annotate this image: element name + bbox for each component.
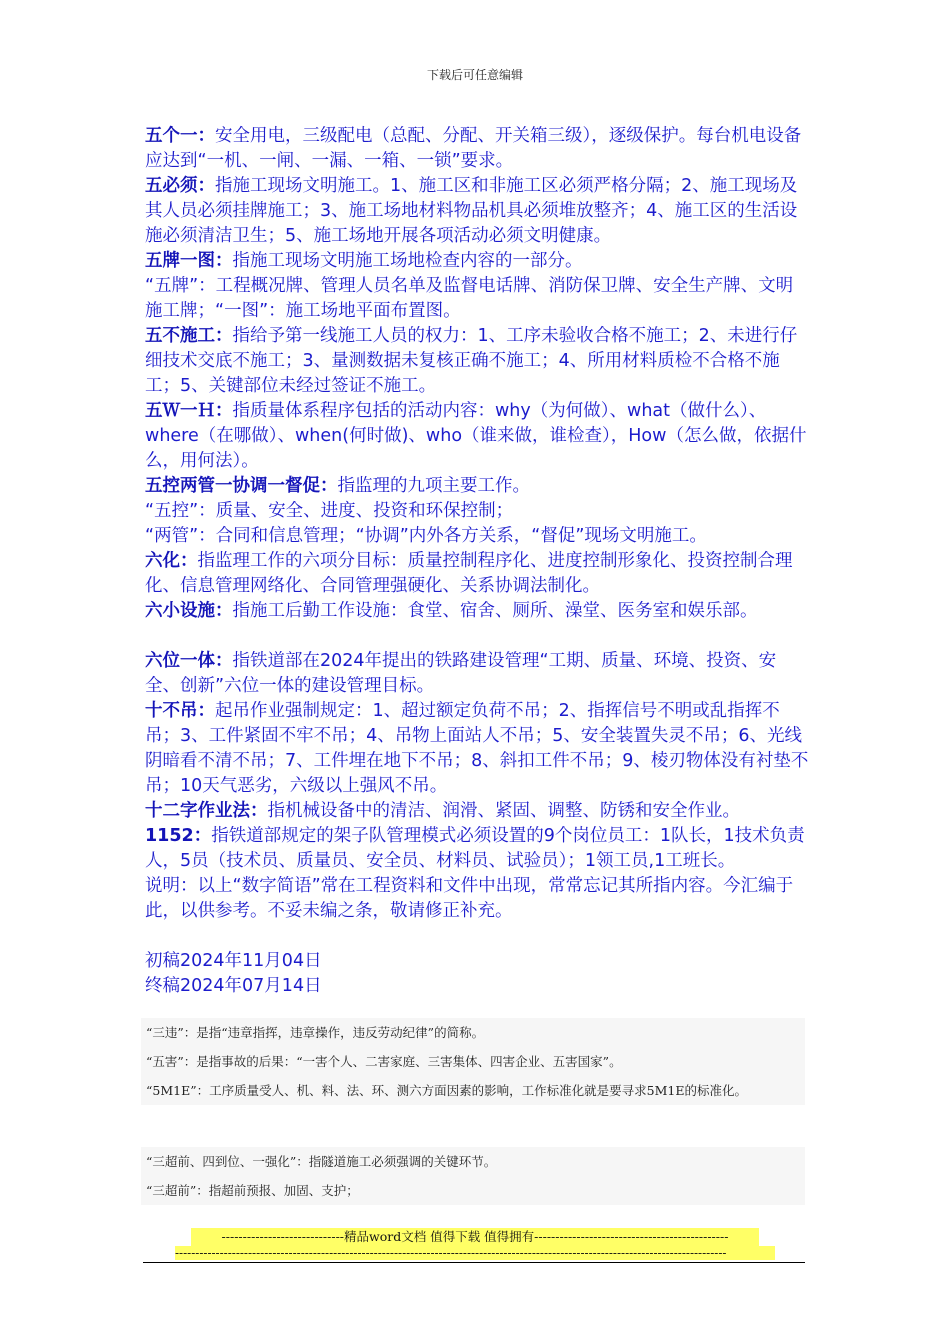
gray-line: “三超前”：指超前预报、加固、支护； bbox=[146, 1183, 359, 1198]
gray-line: “5M1E”：工序质量受人、机、料、法、环、测六方面因素的影响，工作标准化就是要寻求5M1E的标准化。 bbox=[146, 1083, 747, 1098]
spacer bbox=[145, 624, 810, 649]
entry-wugeyi: 五个一：安全用电，三级配电（总配、分配、开关箱三级），逐级保护。每台机电设备应达到“一机、一闸、一漏、一箱、一锁”要求。 bbox=[145, 126, 802, 171]
gray-block-2 bbox=[141, 1147, 805, 1205]
draft-date: 初稿2024年11月04日 bbox=[145, 951, 322, 971]
entry-liuhua: 六化：指监理工作的六项分目标：质量控制程序化、进度控制形象化、投资控制合理化、信息管理网络化、合同管理强硬化、关系协调法制化。 bbox=[145, 551, 793, 596]
footer-banner-line-2: ---------------------------------------------------------------------------------------------------------------------------------------- bbox=[175, 1246, 775, 1260]
entry-shibudiao: 十不吊：起吊作业强制规定：1、超过额定负荷不吊；2、指挥信号不明或乱指挥不吊；3、工件紧固不牢不吊；4、吊物上面站人不吊；5、安全装置失灵不吊；6、光线阴暗看不清不吊；7、工件埋在地下不吊；8、斜扣工件不吊；9、棱刃物体没有衬垫不吊；10天气恶劣，六级以上强风不吊。 bbox=[145, 701, 809, 796]
page-header: 下载后可任意编辑 bbox=[426, 68, 523, 82]
entry-wubixu: 五必须：指施工现场文明施工。1、施工区和非施工区必须严格分隔；2、施工现场及其人员必须挂牌施工；3、施工场地材料物品机具必须堆放整齐；4、施工区的生活设施必须清洁卫生；5、施工场地开展各项活动必须文明健康。 bbox=[145, 176, 798, 246]
gray-line: “三超前、四到位、一强化”：指隧道施工必须强调的关键环节。 bbox=[146, 1154, 497, 1169]
spacer bbox=[145, 924, 810, 949]
gray-line: “三违”：是指“违章指挥，违章操作，违反劳动纪律”的简称。 bbox=[146, 1025, 485, 1040]
entry-wubushigong: 五不施工：指给予第一线施工人员的权力：1、工序未验收合格不施工；2、未进行仔细技术交底不施工；3、量测数据未复核正确不施工；4、所用材料质检不合格不施工；5、关键部位未经过签证不施工。 bbox=[145, 326, 798, 396]
gray-block-1 bbox=[141, 1018, 805, 1105]
entry-shierzi: 十二字作业法：指机械设备中的清洁、润滑、紧固、调整、防锈和安全作业。 bbox=[145, 801, 740, 821]
entry-5w1h: 五Ｗ一Ｈ：指质量体系程序包括的活动内容：why（为何做）、what（做什么）、where（在哪做）、when(何时做)、who（谁来做，谁检查），How（怎么做，依据什么，用何法）。 bbox=[145, 401, 807, 471]
entry-wupai-detail: “五牌”：工程概况牌、管理人员名单及监督电话牌、消防保卫牌、安全生产牌、文明施工牌；“一图”：施工场地平面布置图。 bbox=[145, 276, 794, 321]
entry-wukong-detail: “五控”：质量、安全、进度、投资和环保控制； bbox=[145, 501, 514, 521]
entry-1152: 1152：指铁道部规定的架子队管理模式必须设置的9个岗位员工：1队长，1技术负责人，5员（技术员、质量员、安全员、材料员、试验员）；1领工员,1工班长。 bbox=[145, 826, 805, 871]
main-content bbox=[145, 124, 810, 999]
footer-rule bbox=[143, 1262, 805, 1263]
final-date: 终稿2024年07月14日 bbox=[145, 976, 322, 996]
entry-wukong: 五控两管一协调一督促：指监理的九项主要工作。 bbox=[145, 476, 530, 496]
gray-line: “五害”：是指事故的后果：“一害个人、二害家庭、三害集体、四害企业、五害国家”。 bbox=[146, 1054, 622, 1069]
entry-wupaiyitu: 五牌一图：指施工现场文明施工场地检查内容的一部分。 bbox=[145, 251, 583, 271]
footer-banner-line-1: -----------------------------精品word文档 值得下载 值得拥有---------------------------------------------- bbox=[191, 1228, 759, 1246]
entry-lianguan-detail: “两管”：合同和信息管理；“协调”内外各方关系，“督促”现场文明施工。 bbox=[145, 526, 707, 546]
entry-liuweiyiti: 六位一体：指铁道部在2024年提出的铁路建设管理“工期、质量、环境、投资、安全、创新”六位一体的建设管理目标。 bbox=[145, 651, 777, 696]
entry-liuxiaosheshi: 六小设施：指施工后勤工作设施：食堂、宿舍、厕所、澡堂、医务室和娱乐部。 bbox=[145, 601, 758, 621]
entry-note: 说明：以上“数字简语”常在工程资料和文件中出现，常常忘记其所指内容。今汇编于此，以供参考。不妥未编之条，敬请修正补充。 bbox=[145, 876, 794, 921]
